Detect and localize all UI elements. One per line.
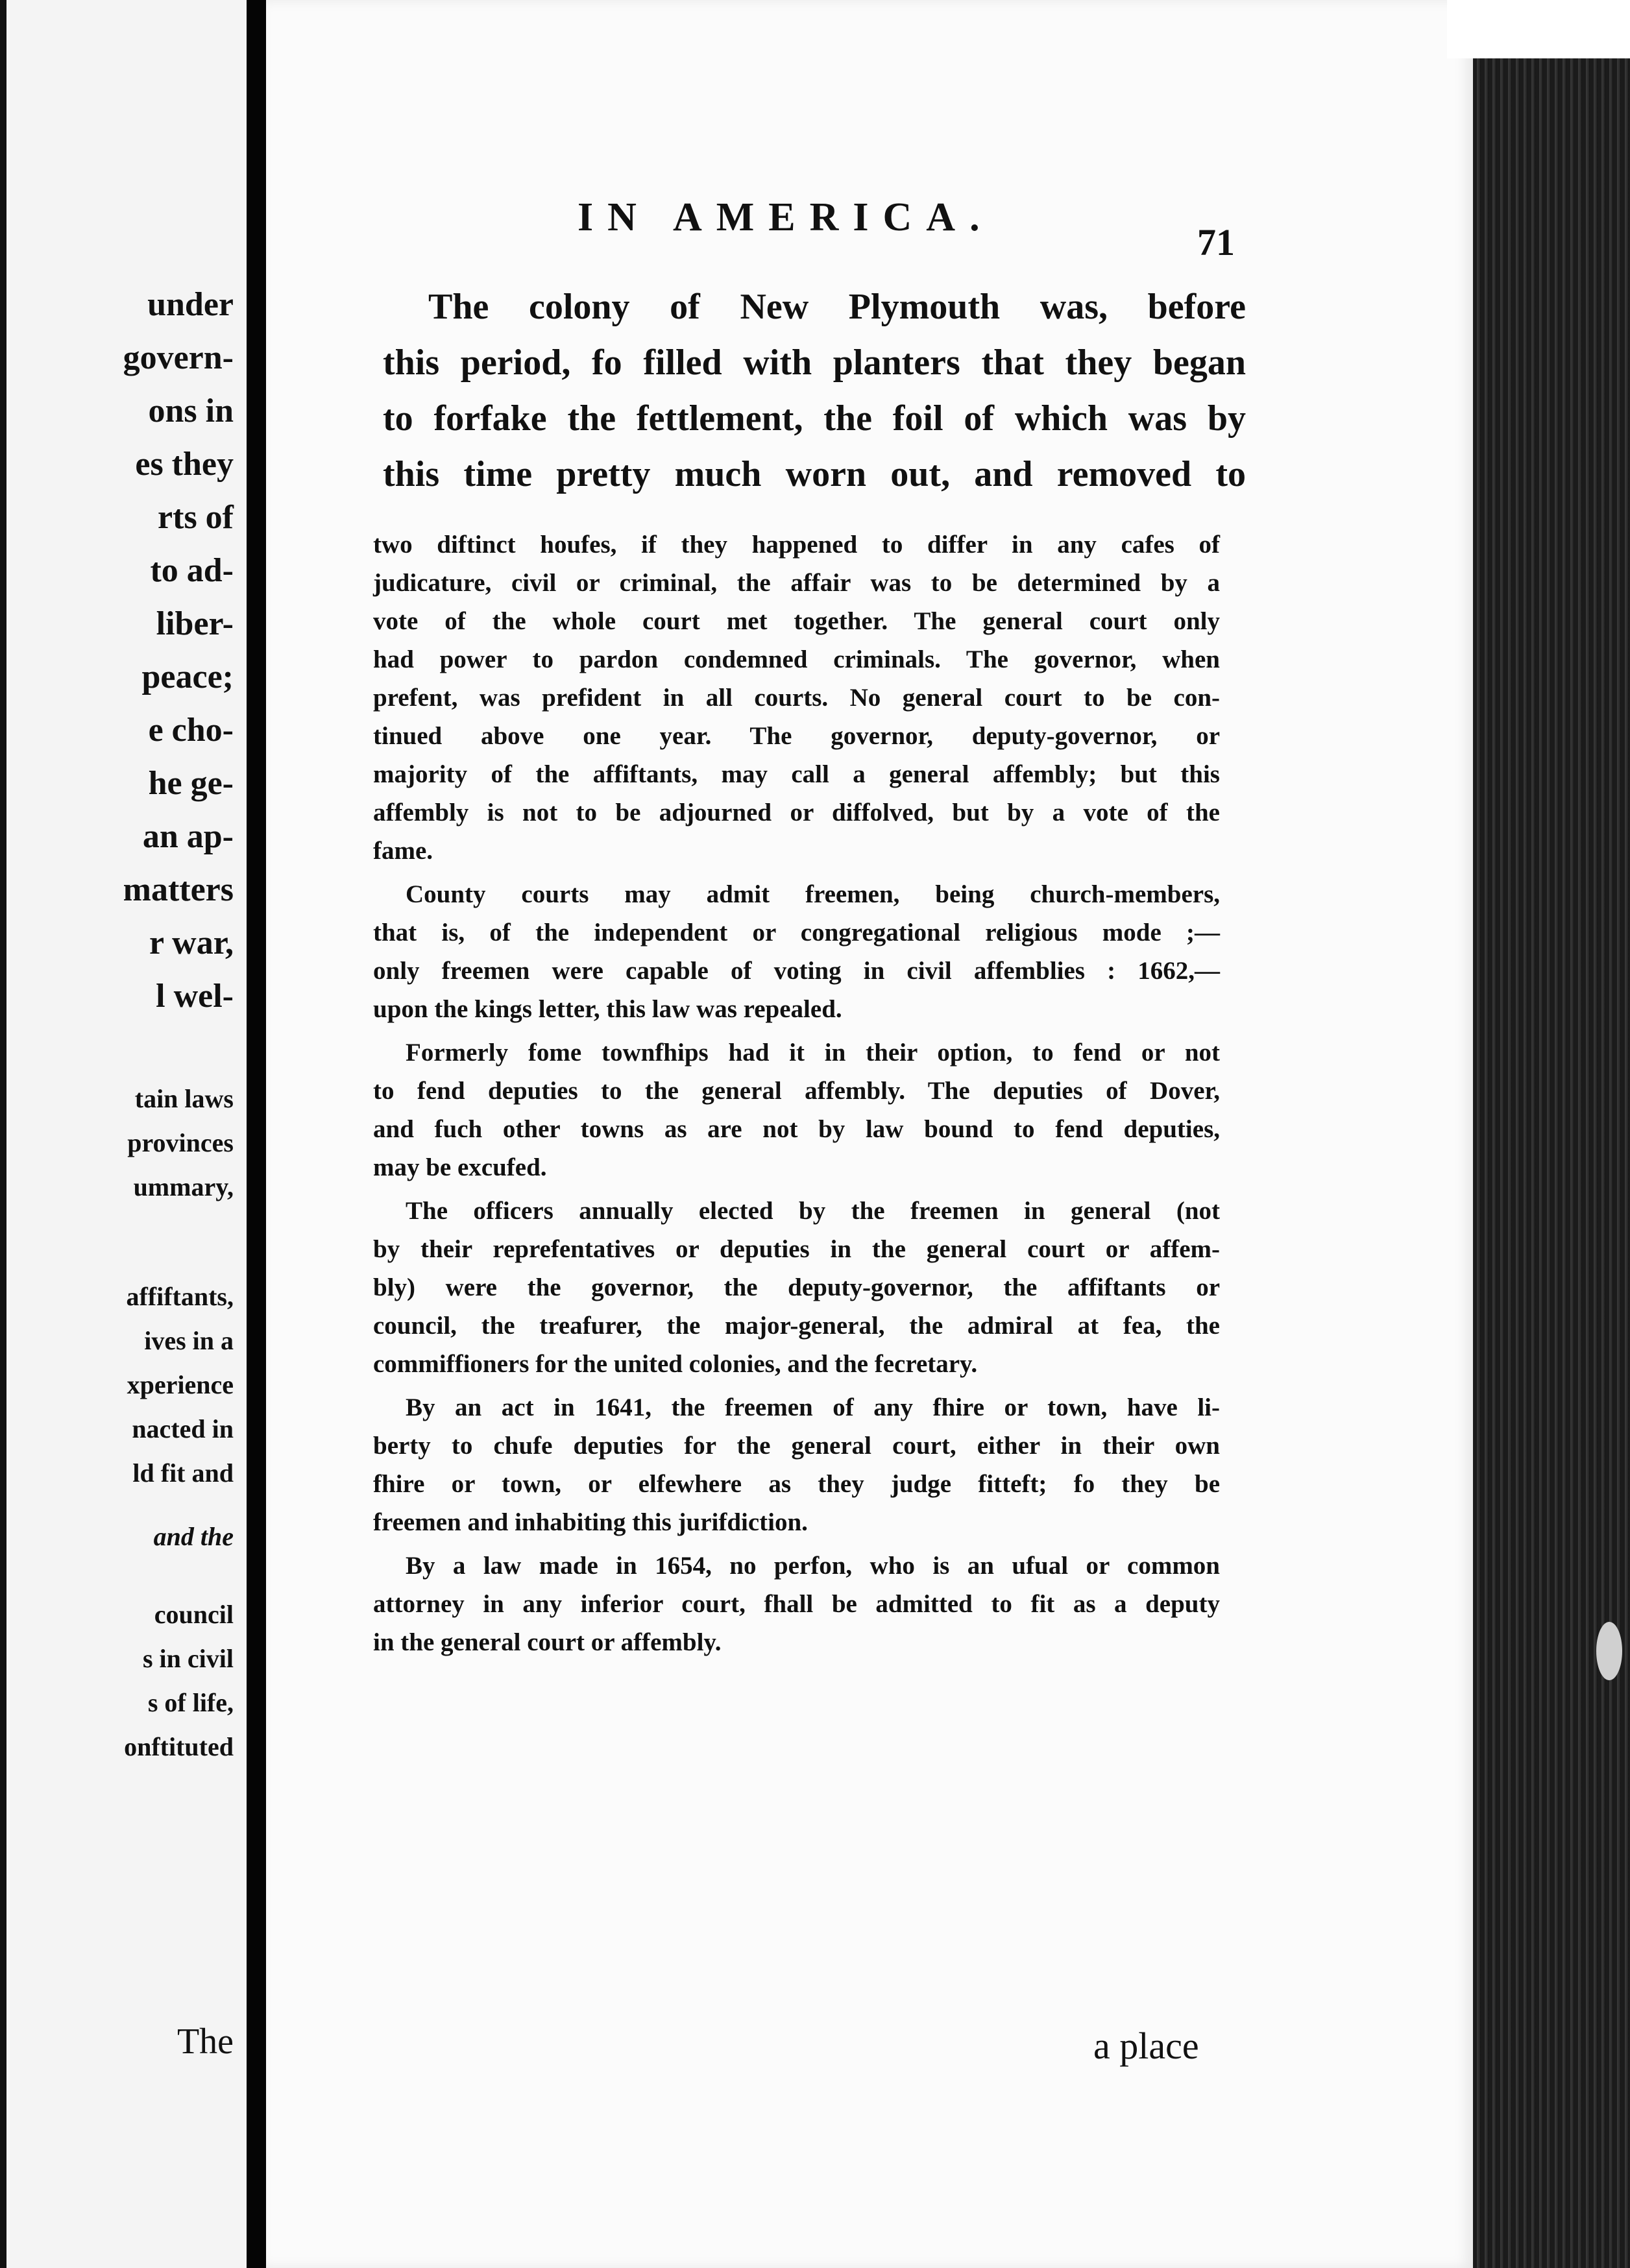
- left-page-fragment: r war,: [149, 924, 234, 961]
- scan-margin-top-right: [1447, 0, 1630, 58]
- footnote-line: judicature, civil or criminal, the affair was to be determined by a: [373, 569, 1220, 597]
- left-page-fragment: liber-: [156, 605, 234, 642]
- footnote-line: in the general court or affembly.: [373, 1628, 722, 1656]
- left-page-fragment: e cho-: [148, 712, 234, 749]
- footnote-line: by their reprefentatives or deputies in the general court or affem-: [373, 1235, 1220, 1263]
- catchword: a place: [1093, 2025, 1199, 2067]
- paragraph-line: to forfake the fettlement, the foil of which was by: [383, 398, 1246, 439]
- paragraph-line: this time pretty much worn out, and removed to: [383, 454, 1246, 494]
- left-page-fragment: under: [147, 286, 234, 323]
- facing-page-left: [6, 0, 247, 2268]
- footnote-line: two diftinct houfes, if they happened to differ in any cafes of: [373, 531, 1220, 559]
- footnote-line: fhire or town, or elfewhere as they judge fitteft; fo they be: [373, 1470, 1220, 1498]
- footnote-line: commiffioners for the united colonies, and the fecretary.: [373, 1350, 978, 1378]
- footnote-paragraph: [373, 875, 1220, 1028]
- left-page-fragment: es they: [135, 446, 234, 483]
- left-page-fragment: ons in: [148, 392, 234, 429]
- left-page-fragment: council: [154, 1600, 234, 1629]
- footnote-paragraph: [373, 1033, 1220, 1187]
- paragraph-line: this period, fo filled with planters that they began: [383, 343, 1246, 383]
- left-page-fragment: s in civil: [142, 1644, 234, 1673]
- left-page-fragment: to ad-: [150, 552, 234, 589]
- book-gutter: [247, 0, 266, 2268]
- left-page-fragment: peace;: [141, 658, 234, 695]
- footnote-paragraph: [373, 525, 1220, 870]
- footnote-paragraph: [373, 1388, 1220, 1541]
- page-number: 71: [1197, 221, 1235, 263]
- footnote-line: berty to chufe deputies for the general court, either in their own: [373, 1432, 1220, 1460]
- footnote-line: The officers annually elected by the freemen in general (not: [406, 1197, 1220, 1225]
- left-page-fragment: ives in a: [144, 1326, 234, 1355]
- left-page-fragment: nacted in: [132, 1414, 234, 1443]
- footnote-line: majority of the affiftants, may call a general affembly; but this: [373, 760, 1220, 788]
- footnote-line: to fend deputies to the general affembly. The deputies of Dover,: [373, 1077, 1220, 1105]
- footnote-line: council, the treafurer, the major-general, the admiral at fea, the: [373, 1312, 1220, 1340]
- left-page-fragment: s of life,: [147, 1688, 234, 1717]
- left-page-fragment: The: [176, 2021, 234, 2062]
- left-page-fragment: provinces: [127, 1128, 234, 1157]
- footnote-line: and fuch other towns as are not by law bound to fend deputies,: [373, 1115, 1220, 1143]
- left-page-fragment: affiftants,: [126, 1282, 234, 1311]
- left-page-fragment: matters: [123, 871, 234, 908]
- left-page-fragment: govern-: [123, 339, 234, 376]
- left-page-fragment: tain laws: [134, 1084, 234, 1113]
- footnote-line: fame.: [373, 837, 433, 865]
- page-block-edge: [1473, 58, 1630, 2268]
- footnote-line: had power to pardon condemned criminals. The governor, when: [373, 645, 1220, 673]
- footnote-line: affembly is not to be adjourned or diffolved, but by a vote of the: [373, 799, 1220, 826]
- footnote-line: may be excufed.: [373, 1153, 547, 1181]
- footnote-line: By an act in 1641, the freemen of any fhire or town, have li-: [406, 1393, 1220, 1421]
- footnote-line: bly) were the governor, the deputy-governor, the affiftants or: [373, 1273, 1220, 1301]
- left-page-fragment: xperience: [127, 1370, 234, 1399]
- left-page-fragment: he ge-: [148, 765, 234, 802]
- running-head: IN AMERICA.: [578, 195, 994, 239]
- footnote-line: that is, of the independent or congregational religious mode ;—: [373, 919, 1220, 947]
- footnote-line: only freemen were capable of voting in civil affemblies : 1662,—: [373, 957, 1220, 985]
- footnote-line: tinued above one year. The governor, deputy-governor, or: [373, 722, 1220, 750]
- footnote-line: vote of the whole court met together. The general court only: [373, 607, 1220, 635]
- body-paragraph: [383, 279, 1246, 502]
- left-page-fragment: an ap-: [142, 818, 234, 855]
- footnotes: [373, 525, 1220, 1667]
- footnote-paragraph: [373, 1192, 1220, 1383]
- footnote-line: County courts may admit freemen, being church-members,: [406, 880, 1220, 908]
- scan-border-left: [0, 0, 6, 2268]
- footnote-line: freemen and inhabiting this jurifdiction.: [373, 1508, 808, 1536]
- footnote-line: By a law made in 1654, no perfon, who is an ufual or common: [406, 1552, 1220, 1580]
- left-page-fragment: l wel-: [156, 978, 234, 1015]
- left-page-fragment: and the: [153, 1522, 234, 1551]
- footnote-paragraph: [373, 1547, 1220, 1661]
- left-page-fragment: ld fit and: [132, 1458, 234, 1488]
- left-page-fragment: rts of: [158, 499, 234, 536]
- paper-speck: [1596, 1622, 1622, 1680]
- footnote-line: attorney in any inferior court, fhall be admitted to fit as a deputy: [373, 1590, 1220, 1618]
- footnote-line: Formerly fome townfhips had it in their option, to fend or not: [406, 1039, 1220, 1067]
- paragraph-line: The colony of New Plymouth was, before: [428, 287, 1246, 327]
- footnote-line: upon the kings letter, this law was repealed.: [373, 995, 842, 1023]
- left-page-fragment: onftituted: [124, 1732, 234, 1761]
- left-page-fragment: ummary,: [133, 1172, 234, 1201]
- footnote-line: prefent, was prefident in all courts. No general court to be con-: [373, 684, 1220, 712]
